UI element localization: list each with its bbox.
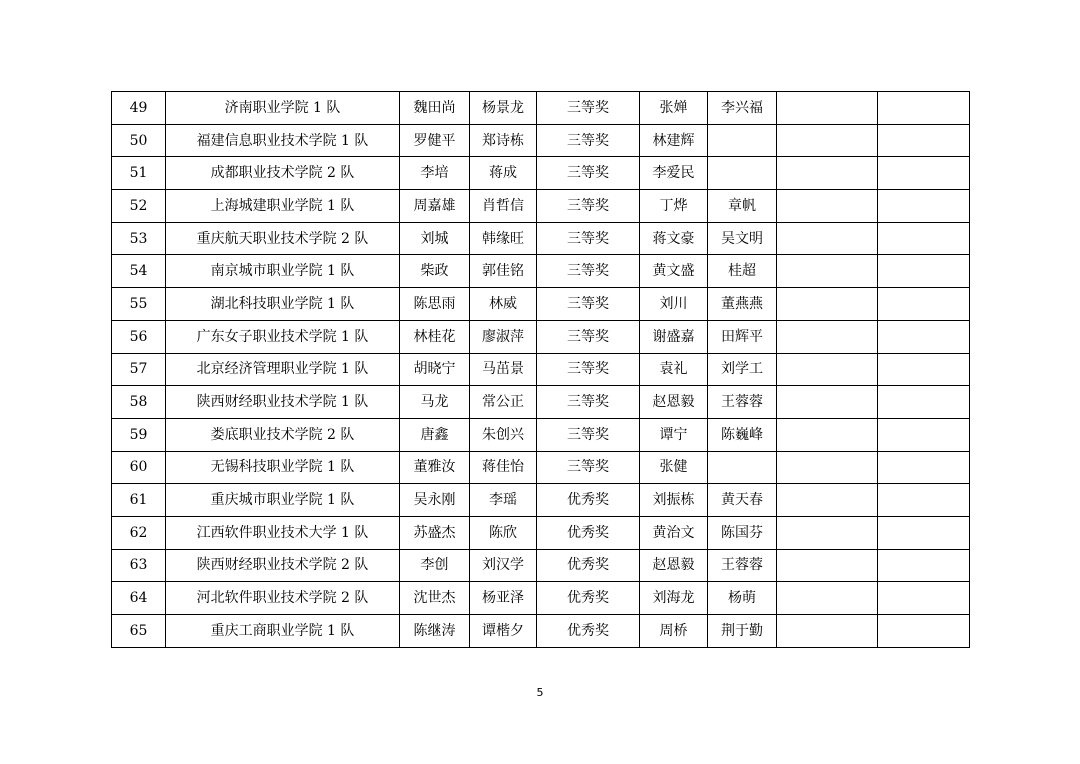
cell-extra-1 [777,320,878,353]
cell-award: 三等奖 [537,157,640,190]
cell-teacher-1: 李爱民 [640,157,708,190]
cell-teacher-1: 张健 [640,451,708,484]
cell-member-2: 马茁景 [470,353,537,386]
cell-member-2: 肖哲信 [470,190,537,223]
cell-number: 52 [112,190,166,223]
cell-extra-1 [777,386,878,419]
cell-number: 57 [112,353,166,386]
cell-team-name: 广东女子职业技术学院 1 队 [166,320,400,353]
cell-award: 三等奖 [537,190,640,223]
cell-teacher-2: 桂超 [708,255,777,288]
cell-member-1: 唐鑫 [400,418,470,451]
cell-member-1: 林桂花 [400,320,470,353]
cell-teacher-1: 林建辉 [640,124,708,157]
cell-teacher-1: 刘川 [640,288,708,321]
cell-member-2: 常公正 [470,386,537,419]
cell-extra-2 [878,190,970,223]
cell-extra-1 [777,288,878,321]
cell-team-name: 成都职业技术学院 2 队 [166,157,400,190]
table-row [112,451,970,484]
cell-extra-1 [777,418,878,451]
table-row [112,516,970,549]
page-number: 5 [536,686,544,699]
table-row [112,255,970,288]
cell-extra-1 [777,451,878,484]
cell-extra-2 [878,92,970,125]
table-row [112,386,970,419]
cell-award: 三等奖 [537,288,640,321]
cell-extra-2 [878,516,970,549]
cell-team-name: 重庆航天职业技术学院 2 队 [166,222,400,255]
cell-team-name: 陕西财经职业技术学院 1 队 [166,386,400,419]
cell-teacher-2: 杨萌 [708,582,777,615]
cell-extra-1 [777,222,878,255]
cell-number: 50 [112,124,166,157]
cell-team-name: 重庆城市职业学院 1 队 [166,484,400,517]
cell-number: 49 [112,92,166,125]
cell-award: 三等奖 [537,418,640,451]
cell-member-1: 魏田尚 [400,92,470,125]
cell-number: 59 [112,418,166,451]
cell-team-name: 福建信息职业技术学院 1 队 [166,124,400,157]
cell-award: 三等奖 [537,386,640,419]
cell-teacher-2: 董燕燕 [708,288,777,321]
table-row [112,124,970,157]
cell-extra-2 [878,418,970,451]
cell-teacher-2: 王蓉蓉 [708,386,777,419]
cell-award: 优秀奖 [537,549,640,582]
cell-team-name: 陕西财经职业技术学院 2 队 [166,549,400,582]
cell-number: 58 [112,386,166,419]
cell-teacher-1: 周桥 [640,615,708,648]
cell-extra-2 [878,353,970,386]
cell-award: 三等奖 [537,353,640,386]
cell-award: 三等奖 [537,124,640,157]
cell-extra-2 [878,288,970,321]
cell-teacher-2: 陈国芬 [708,516,777,549]
cell-teacher-1: 丁烨 [640,190,708,223]
cell-number: 53 [112,222,166,255]
cell-teacher-2: 王蓉蓉 [708,549,777,582]
cell-member-1: 李创 [400,549,470,582]
cell-member-2: 刘汉学 [470,549,537,582]
table-row [112,92,970,125]
cell-member-1: 陈继涛 [400,615,470,648]
cell-teacher-2: 刘学工 [708,353,777,386]
cell-extra-1 [777,190,878,223]
cell-number: 65 [112,615,166,648]
cell-member-1: 柴政 [400,255,470,288]
cell-team-name: 南京城市职业学院 1 队 [166,255,400,288]
table-row [112,157,970,190]
table-row [112,549,970,582]
cell-number: 61 [112,484,166,517]
cell-teacher-1: 袁礼 [640,353,708,386]
cell-teacher-2: 黄天春 [708,484,777,517]
cell-extra-1 [777,582,878,615]
cell-extra-2 [878,157,970,190]
cell-member-2: 杨亚泽 [470,582,537,615]
cell-member-1: 胡晓宁 [400,353,470,386]
table-row [112,484,970,517]
cell-extra-2 [878,222,970,255]
cell-teacher-1: 刘振栋 [640,484,708,517]
cell-member-1: 李培 [400,157,470,190]
cell-member-2: 陈欣 [470,516,537,549]
cell-award: 三等奖 [537,222,640,255]
cell-extra-1 [777,615,878,648]
cell-extra-2 [878,451,970,484]
cell-team-name: 湖北科技职业学院 1 队 [166,288,400,321]
cell-extra-2 [878,615,970,648]
cell-teacher-1: 谭宁 [640,418,708,451]
cell-team-name: 娄底职业技术学院 2 队 [166,418,400,451]
cell-member-2: 廖淑萍 [470,320,537,353]
cell-award: 三等奖 [537,255,640,288]
cell-award: 三等奖 [537,451,640,484]
table-row [112,582,970,615]
cell-member-1: 吴永刚 [400,484,470,517]
cell-member-1: 罗健平 [400,124,470,157]
cell-extra-2 [878,484,970,517]
table-row [112,222,970,255]
cell-extra-2 [878,549,970,582]
cell-extra-1 [777,549,878,582]
cell-teacher-1: 赵恩毅 [640,386,708,419]
table-row [112,320,970,353]
cell-number: 54 [112,255,166,288]
cell-extra-1 [777,255,878,288]
cell-member-2: 蒋成 [470,157,537,190]
cell-teacher-1: 谢盛嘉 [640,320,708,353]
awards-table-body [112,92,970,648]
cell-award: 优秀奖 [537,582,640,615]
table-row [112,190,970,223]
cell-member-2: 李瑶 [470,484,537,517]
cell-member-1: 刘城 [400,222,470,255]
cell-extra-2 [878,386,970,419]
table-row [112,288,970,321]
cell-team-name: 江西软件职业技术大学 1 队 [166,516,400,549]
cell-extra-1 [777,484,878,517]
cell-member-2: 郭佳铭 [470,255,537,288]
cell-team-name: 河北软件职业技术学院 2 队 [166,582,400,615]
cell-teacher-1: 赵恩毅 [640,549,708,582]
cell-number: 63 [112,549,166,582]
cell-teacher-2 [708,157,777,190]
cell-member-1: 苏盛杰 [400,516,470,549]
cell-team-name: 重庆工商职业学院 1 队 [166,615,400,648]
cell-award: 三等奖 [537,320,640,353]
cell-number: 56 [112,320,166,353]
awards-table [111,91,970,648]
cell-teacher-1: 张婵 [640,92,708,125]
cell-member-2: 韩缘旺 [470,222,537,255]
cell-number: 51 [112,157,166,190]
cell-member-2: 杨景龙 [470,92,537,125]
cell-teacher-2: 吴文明 [708,222,777,255]
cell-member-1: 沈世杰 [400,582,470,615]
cell-teacher-1: 黄文盛 [640,255,708,288]
cell-member-1: 周嘉雄 [400,190,470,223]
cell-team-name: 济南职业学院 1 队 [166,92,400,125]
cell-extra-2 [878,255,970,288]
cell-member-2: 郑诗栋 [470,124,537,157]
table-row [112,615,970,648]
cell-teacher-1: 黄治文 [640,516,708,549]
cell-extra-1 [777,124,878,157]
table-row [112,418,970,451]
cell-extra-2 [878,582,970,615]
cell-number: 60 [112,451,166,484]
cell-award: 三等奖 [537,92,640,125]
cell-extra-2 [878,320,970,353]
cell-teacher-2: 李兴福 [708,92,777,125]
cell-number: 64 [112,582,166,615]
cell-teacher-2 [708,451,777,484]
cell-extra-1 [777,353,878,386]
cell-teacher-2 [708,124,777,157]
cell-member-2: 林威 [470,288,537,321]
cell-teacher-2: 荆于勤 [708,615,777,648]
cell-award: 优秀奖 [537,484,640,517]
cell-teacher-2: 章帆 [708,190,777,223]
cell-teacher-2: 陈巍峰 [708,418,777,451]
cell-member-1: 马龙 [400,386,470,419]
cell-teacher-1: 刘海龙 [640,582,708,615]
cell-number: 62 [112,516,166,549]
table-row [112,353,970,386]
cell-teacher-2: 田辉平 [708,320,777,353]
cell-extra-1 [777,92,878,125]
cell-team-name: 上海城建职业学院 1 队 [166,190,400,223]
cell-award: 优秀奖 [537,516,640,549]
cell-extra-1 [777,516,878,549]
cell-member-2: 朱创兴 [470,418,537,451]
cell-member-2: 蒋佳怡 [470,451,537,484]
cell-teacher-1: 蒋文豪 [640,222,708,255]
cell-member-2: 谭楷夕 [470,615,537,648]
cell-extra-2 [878,124,970,157]
cell-team-name: 无锡科技职业学院 1 队 [166,451,400,484]
cell-number: 55 [112,288,166,321]
cell-member-1: 陈思雨 [400,288,470,321]
cell-member-1: 董雅汝 [400,451,470,484]
cell-team-name: 北京经济管理职业学院 1 队 [166,353,400,386]
cell-award: 优秀奖 [537,615,640,648]
cell-extra-1 [777,157,878,190]
